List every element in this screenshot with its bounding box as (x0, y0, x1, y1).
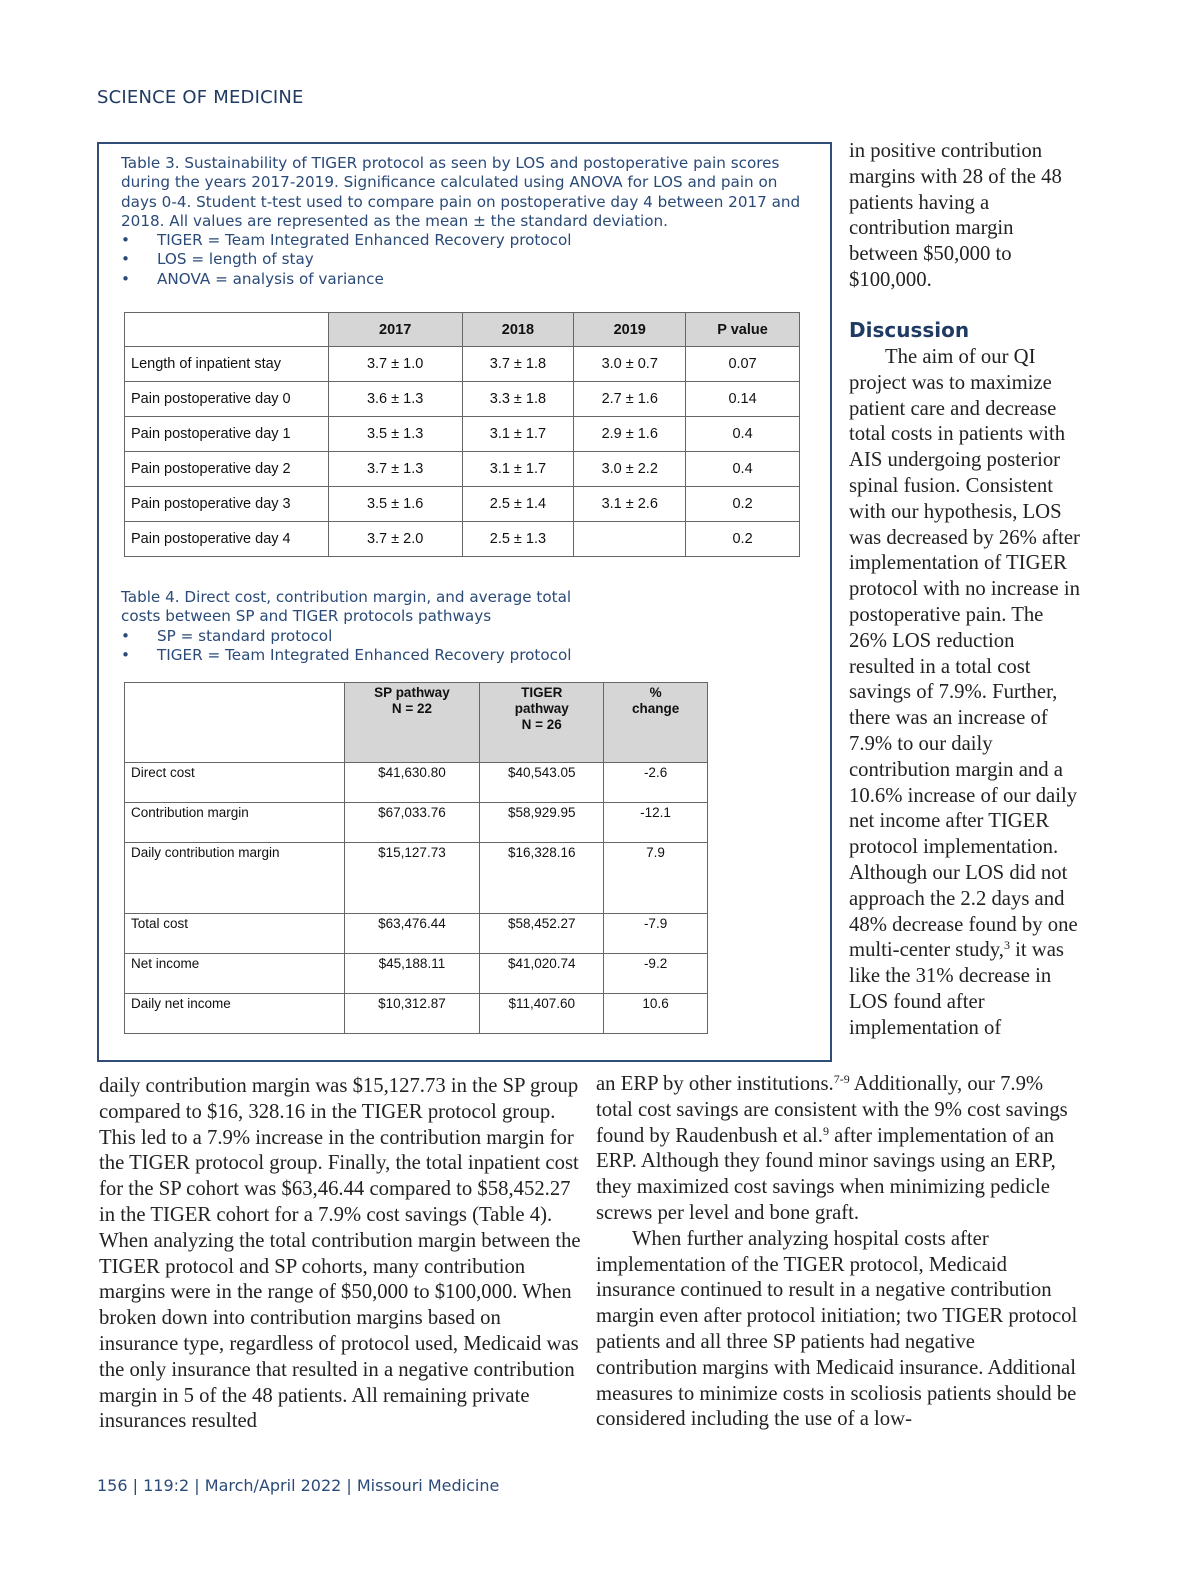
table4-cell: $10,312.87 (344, 994, 480, 1034)
table3 (124, 312, 800, 557)
table4-cell: Direct cost (125, 763, 345, 803)
table4-header-line: N = 26 (521, 717, 562, 732)
table3-cell: 0.2 (686, 487, 800, 522)
table4-caption-text: Table 4. Direct cost, contribution margin, and average total costs between SP and TIGER protocols pathways (121, 588, 572, 626)
citation-superscript: 7-9 (833, 1072, 850, 1086)
table3-bullet: • ANOVA = analysis of variance (121, 270, 801, 289)
table4-header-cell (604, 683, 708, 763)
table4-header-line: TIGER (521, 685, 563, 700)
table3-cell: 3.7 ± 2.0 (328, 522, 462, 557)
body-text: an ERP by other institutions. (596, 1073, 834, 1095)
table3-bullet: • LOS = length of stay (121, 250, 801, 269)
body-paragraph (596, 1072, 1081, 1227)
body-paragraph: in positive contribution margins with 28 of the 48 patients having a contribution margin between $50,000 to $100,000. (849, 140, 1062, 291)
table4-header-line: % (649, 685, 662, 700)
table4-cell: -7.9 (604, 914, 708, 954)
citation-superscript: 3 (1003, 938, 1010, 953)
table3-header-cell (125, 313, 329, 347)
table3-cell: 2.5 ± 1.3 (462, 522, 574, 557)
body-paragraph: When further analyzing hospital costs after implementation of the TIGER protocol, Medicaid insurance continued to result in a negative contribution margin even after protocol initiation; two TIGER protocol patients and all three SP patients had negative contribution margins with Medicaid insurance. Additional measures to minimize costs in scoliosis patients should be considered including the use of a low- (596, 1227, 1078, 1431)
table3-cell: 3.7 ± 1.0 (328, 347, 462, 382)
table3-cell: Pain postoperative day 0 (125, 382, 329, 417)
table3-cell: 2.9 ± 1.6 (574, 417, 686, 452)
table3-cell: Pain postoperative day 4 (125, 522, 329, 557)
table4-cell: -12.1 (604, 803, 708, 843)
table4-caption (121, 588, 601, 665)
table3-cell: 3.5 ± 1.3 (328, 417, 462, 452)
table4-header-row (125, 683, 708, 763)
table4-cell: Daily contribution margin (125, 843, 345, 914)
table4-header-cell (480, 683, 604, 763)
table3-header-cell: 2017 (328, 313, 462, 347)
table4-header-line: pathway (514, 701, 569, 716)
table4-cell: Total cost (125, 914, 345, 954)
table3-cell (574, 522, 686, 557)
table4-cell: $58,929.95 (480, 803, 604, 843)
table3-cell: 3.1 ± 1.7 (462, 417, 574, 452)
table-row (125, 417, 800, 452)
table3-cell: Pain postoperative day 2 (125, 452, 329, 487)
table3-cell: Length of inpatient stay (125, 347, 329, 382)
table4-cell: -2.6 (604, 763, 708, 803)
table3-cell: 3.7 ± 1.3 (328, 452, 462, 487)
table3-cell: 3.3 ± 1.8 (462, 382, 574, 417)
table4-cell: -9.2 (604, 954, 708, 994)
table3-cell: 3.6 ± 1.3 (328, 382, 462, 417)
table3-cell: 3.0 ± 0.7 (574, 347, 686, 382)
table4-cell: $45,188.11 (344, 954, 480, 994)
table3-bullet: • TIGER = Team Integrated Enhanced Recovery protocol (121, 231, 801, 250)
table3-cell: 2.7 ± 1.6 (574, 382, 686, 417)
table4-header-cell (344, 683, 480, 763)
table3-cell: 3.0 ± 2.2 (574, 452, 686, 487)
citation-superscript: 9 (822, 1123, 829, 1138)
table-row (125, 954, 708, 994)
table3-cell: 3.5 ± 1.6 (328, 487, 462, 522)
page-footer: 156 | 119:2 | March/April 2022 | Missouri Medicine (97, 1476, 500, 1495)
table3-header-cell: 2018 (462, 313, 574, 347)
table3-header-row (125, 313, 800, 347)
section-header: SCIENCE OF MEDICINE (97, 87, 304, 108)
table3-cell: 0.4 (686, 452, 800, 487)
table4-header-line: N = 22 (391, 701, 433, 716)
table3-cell: 3.1 ± 1.7 (462, 452, 574, 487)
table4-cell: Daily net income (125, 994, 345, 1034)
table3-header-cell: 2019 (574, 313, 686, 347)
table4-cell: $16,328.16 (480, 843, 604, 914)
table-row (125, 452, 800, 487)
discussion-heading: Discussion (849, 318, 970, 342)
table4-bullet: • SP = standard protocol (121, 627, 601, 646)
body-paragraph: daily contribution margin was $15,127.73 in the SP group compared to $16, 328.16 in the TIGER protocol group. This led to a 7.9% increase in the contribution margin for the TIGER protocol group. Finally, the total inpatient cost for the SP cohort was $63,46.44 compared to $58,452.27 in the TIGER cohort for a 7.9% cost savings (Table 4). When analyzing the total contribution margin between the TIGER protocol and SP cohorts, many contribution margins were in the range of $50,000 to $100,000. When broken down into contribution margins based on insurance type, regardless of protocol used, Medicaid was the only insurance that resulted in a negative contribution margin in 5 of the 48 patients. All remaining private insurances resulted (99, 1075, 581, 1433)
table-row (125, 763, 708, 803)
table3-cell: 0.4 (686, 417, 800, 452)
table3-cell: Pain postoperative day 3 (125, 487, 329, 522)
body-text: it was like the 31% decrease in LOS found after implementation of (849, 939, 1064, 1039)
table3-cell: Pain postoperative day 1 (125, 417, 329, 452)
table3-cell: 0.2 (686, 522, 800, 557)
table4-cell: 7.9 (604, 843, 708, 914)
table4-cell: $11,407.60 (480, 994, 604, 1034)
table4-cell: $58,452.27 (480, 914, 604, 954)
table4-cell: $67,033.76 (344, 803, 480, 843)
body-paragraph (849, 345, 1081, 1042)
table-row (125, 803, 708, 843)
table-row (125, 487, 800, 522)
table-row (125, 994, 708, 1034)
tables-panel (97, 142, 832, 1062)
table-row (125, 914, 708, 954)
table3-cell: 3.7 ± 1.8 (462, 347, 574, 382)
body-text: The aim of our QI project was to maximize patient care and decrease total costs in patients with AIS undergoing posterior spinal fusion. Consistent with our hypothesis, LOS was decreased by 26% after implementation of TIGER protocol with no increase in postoperative pain. The 26% LOS reduction resulted in a total cost savings of 7.9%. Further, there was an increase of 7.9% to our daily contribution margin and a 10.6% increase of our daily net income after TIGER protocol implementation. Although our LOS did not approach the 2.2 days and 48% decrease found by one multi-center study, (849, 346, 1080, 962)
table4-header-line: change (631, 701, 680, 716)
body-column (596, 1072, 1081, 1433)
table4-cell: Contribution margin (125, 803, 345, 843)
table4-cell: $40,543.05 (480, 763, 604, 803)
table-row (125, 382, 800, 417)
table-row (125, 843, 708, 914)
table3-caption (121, 154, 801, 289)
table4-cell: $63,476.44 (344, 914, 480, 954)
table4-bullet: • TIGER = Team Integrated Enhanced Recovery protocol (121, 646, 601, 665)
table3-header-cell: P value (686, 313, 800, 347)
table3-cell: 0.14 (686, 382, 800, 417)
table-row (125, 347, 800, 382)
body-text: Additionally, our 7.9% total cost savings are consistent with the 9% cost savings found by Raudenbush et al. (596, 1073, 1068, 1147)
table4-header-cell (125, 683, 345, 763)
table4-cell: Net income (125, 954, 345, 994)
table-row (125, 522, 800, 557)
table3-cell: 2.5 ± 1.4 (462, 487, 574, 522)
table4-header-line: SP pathway (374, 685, 450, 700)
table4-cell: 10.6 (604, 994, 708, 1034)
table3-cell: 0.07 (686, 347, 800, 382)
table4-cell: $41,630.80 (344, 763, 480, 803)
table4 (124, 682, 708, 1034)
table3-cell: 3.1 ± 2.6 (574, 487, 686, 522)
table3-caption-text: Table 3. Sustainability of TIGER protocol as seen by LOS and postoperative pain scores during the years 2017-2019. Significance calculated using ANOVA for LOS and pain on days 0-4. Student t-test used to compare pain on postoperative day 4 between 2017 and 2018. All values are represented as the mean ± the standard deviation. (121, 154, 801, 230)
body-text: after implementation of an ERP. Although they found minor savings using an ERP, they maximized cost savings when minimizing pedicle screws per level and bone graft. (596, 1124, 1056, 1224)
table4-cell: $15,127.73 (344, 843, 480, 914)
table4-cell: $41,020.74 (480, 954, 604, 994)
